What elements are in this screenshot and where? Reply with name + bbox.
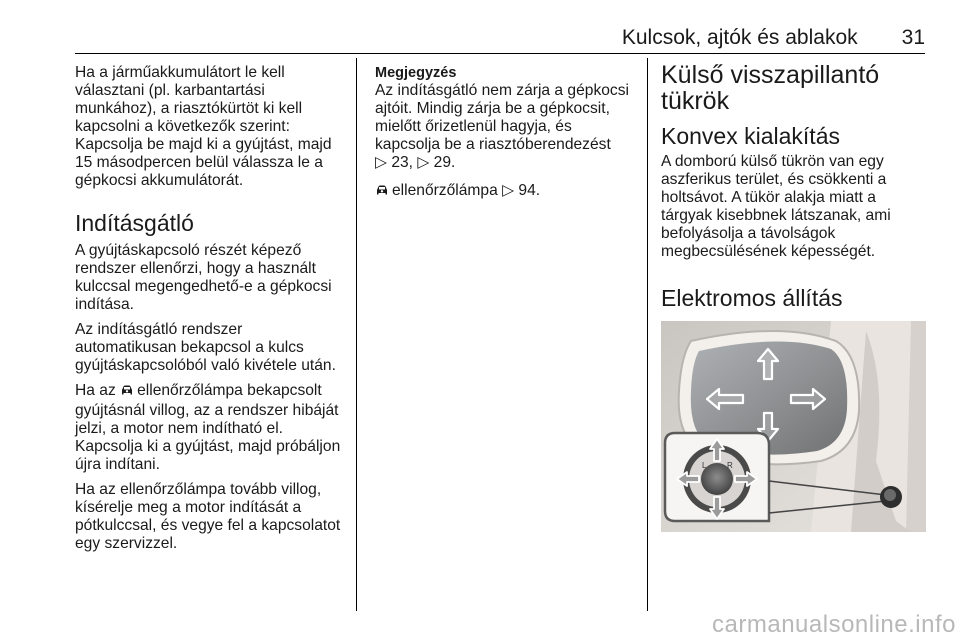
car-key-warning-icon [375, 183, 389, 202]
p4-end: ellenőrzőlámpa bekapcsolt gyújtásnál villog, az a rendszer hibáját jelzi, a motor nem indítható el. Kapcsolja ki a gyújtást, majd próbáljon újra indítani. [75, 382, 341, 473]
chapter-title: Kulcsok, ajtók és ablakok [621, 26, 858, 49]
convex-heading: Konvex kialakítás [661, 123, 840, 149]
page-number: 31 [901, 26, 925, 49]
p4-start: Ha az [75, 382, 116, 399]
mirrors-heading: Külső visszapillantó tükrök [661, 61, 880, 115]
battery-paragraph: Ha a járműakkumulátort le kell választani (pl. karbantartási munkához), a riasztókürtöt ki kell kapcsolni a következők szerint: Kapcsolja be majd ki a gyújtást, majd 15 másodpercen belül válassza le a gépkocsi akkumulátorát. [75, 64, 332, 189]
immobiliser-paragraph-4: Ha az ellenőrzőlámpa tovább villog, kísérelje meg a motor indítását a pótkulccsal, és vegye fel a kapcsolatot egy szervizzel. [75, 481, 341, 552]
lamp-reference [375, 182, 637, 202]
immobiliser-paragraph-2: Az indításgátló rendszer automatikusan bekapcsol a kulcs gyújtáskapcsolóból való kivétele után. [75, 321, 336, 374]
immobiliser-paragraph-3 [75, 382, 347, 474]
column-3 [661, 61, 925, 311]
immobiliser-heading: Indításgátló [75, 210, 194, 236]
column-divider-2 [647, 58, 648, 611]
mirror-adjust-illustration [661, 321, 926, 532]
page-header [75, 26, 925, 50]
note-references: ▷ 23, ▷ 29. [375, 154, 456, 171]
car-key-warning-icon [120, 383, 134, 402]
immobiliser-paragraph-1: A gyújtáskapcsoló részét képező rendszer ellenőrzi, hogy a használt kulccsal megengedhető-e a gépkocsi indítása. [75, 242, 332, 313]
electric-adjust-heading: Elektromos állítás [661, 285, 843, 311]
watermark: carmanualsonline.info [712, 611, 956, 638]
note-text: Az indításgátló nem zárja a gépkocsi ajtóit. Mindig zárja be a gépkocsit, mielőtt őrizetlenül hagyja, és kapcsolja be a riasztóberendezést [375, 82, 629, 153]
column-2 [375, 64, 637, 202]
door-switch-panel [665, 433, 769, 521]
note-title: Megjegyzés [375, 65, 457, 81]
column-1 [75, 64, 347, 553]
column-divider-1 [356, 58, 357, 611]
switch-label-left: L [702, 461, 707, 470]
header-rule [75, 53, 925, 54]
convex-paragraph: A domború külső tükrön van egy aszferikus terület, és csökkenti a holtsávot. A tükör alakja miatt a tárgyak kisebbnek látszanak, ami befolyásolja a távolságok megbecsülésének képességét. [661, 153, 891, 260]
lamp-reference-text: ellenőrzőlámpa ▷ 94. [392, 182, 541, 199]
switch-label-right: R [727, 461, 733, 470]
